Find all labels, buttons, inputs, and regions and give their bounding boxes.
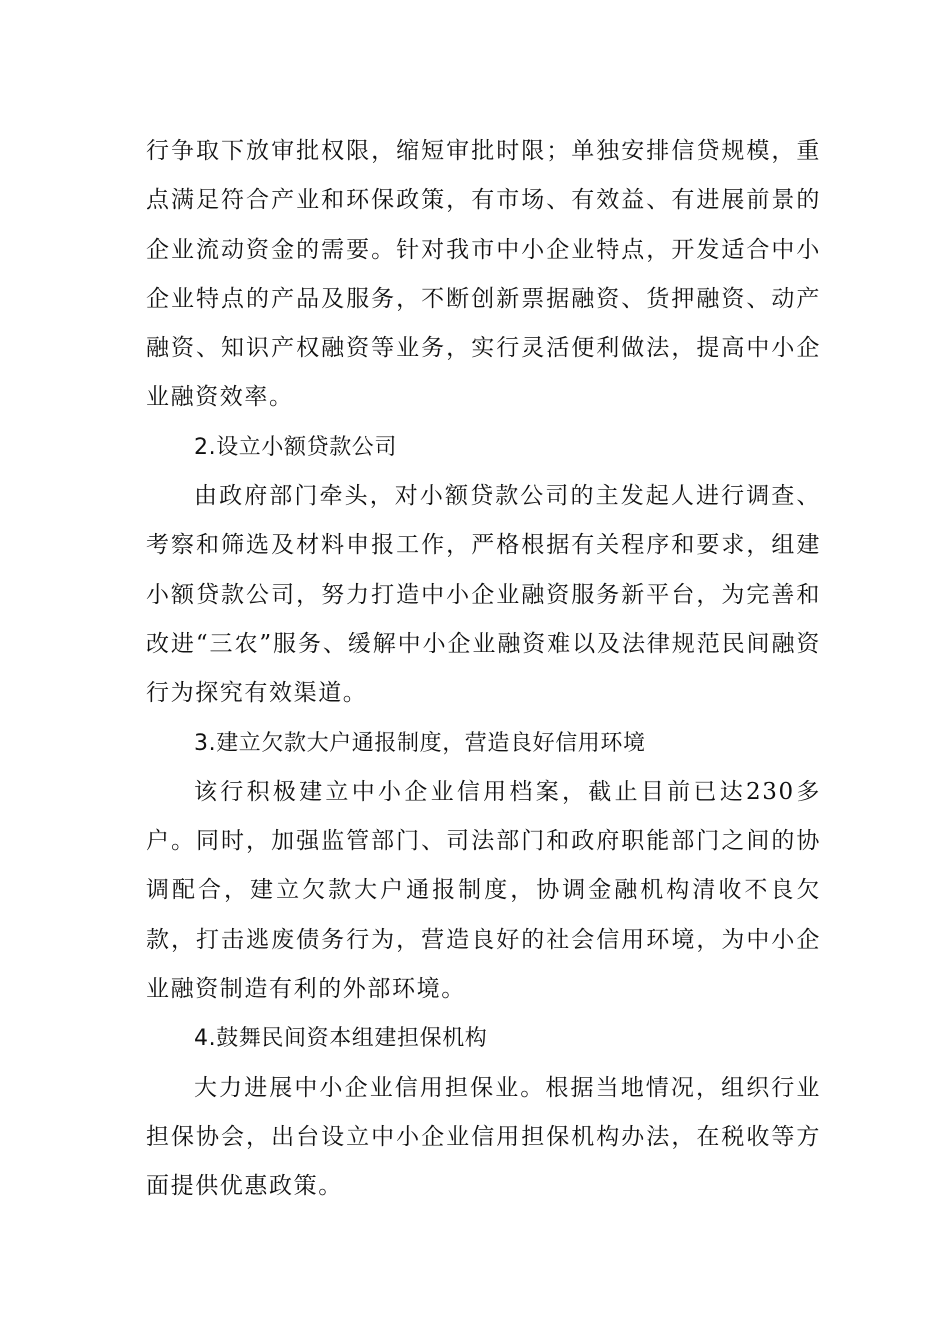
paragraph-credit-environment: 该行积极建立中小企业信用档案，截止目前已达230多户。同时，加强监管部门、司法部门和政府职能部门之间的协调配合，建立欠款大户通报制度，协调金融机构清收不良欠款，打击逃废债务行为，营造良好的社会信用环境，为中小企业融资制造有利的外部环境。 — [146, 778, 821, 1003]
document-body — [146, 127, 821, 1212]
section-heading-credit-environment: 3.建立欠款大户通报制度，营造良好信用环境 — [194, 730, 646, 756]
paragraph-loan-policy: 行争取下放审批权限，缩短审批时限；单独安排信贷规模，重点满足符合产业和环保政策，有市场、有效益、有进展前景的企业流动资金的需要。针对我市中小企业特点，开发适合中小企业特点的产品及服务，不断创新票据融资、货押融资、动产融资、知识产权融资等业务，实行灵活便利做法，提高中小企业融资效率。 — [146, 138, 821, 411]
paragraph-small-loan-company: 由政府部门牵头，对小额贷款公司的主发起人进行调查、考察和筛选及材料申报工作，严格根据有关程序和要求，组建小额贷款公司，努力打造中小企业融资服务新平台，为完善和改进“三农”服务、缓解中小企业融资难以及法律规范民间融资行为探究有效渠道。 — [146, 483, 821, 707]
section-heading-guarantee-institutions: 4.鼓舞民间资本组建担保机构 — [194, 1026, 488, 1052]
paragraph-guarantee-institutions: 大力进展中小企业信用担保业。根据当地情况，组织行业担保协会，出台设立中小企业信用担保机构办法，在税收等方面提供优惠政策。 — [146, 1074, 821, 1200]
section-heading-small-loan-company: 2.设立小额贷款公司 — [194, 434, 397, 460]
